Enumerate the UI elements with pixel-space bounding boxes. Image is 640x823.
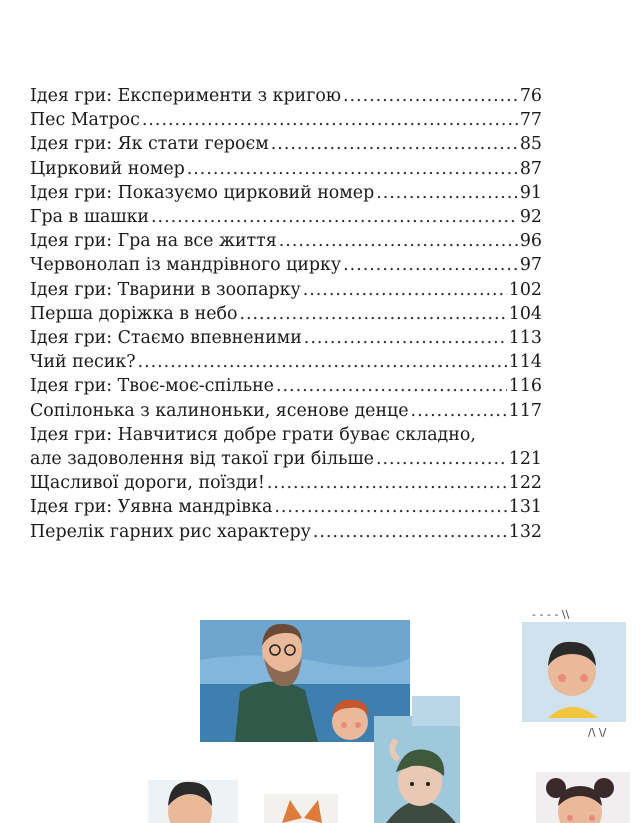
toc-title: Ідея гри: Експерименти з кригою xyxy=(30,86,341,106)
toc-entry xyxy=(30,278,542,302)
toc-entry xyxy=(30,423,542,471)
toc-title: але задоволення від такої гри більше xyxy=(30,449,374,470)
svg-text:- - - - \\: - - - - \\ xyxy=(532,608,570,621)
toc-page-number: 132 xyxy=(508,521,542,542)
toc-page-number: 116 xyxy=(508,376,542,397)
toc-page-number: 131 xyxy=(508,497,542,518)
toc-entry xyxy=(30,350,542,374)
leader-dots xyxy=(304,326,507,350)
leader-dots xyxy=(267,471,507,495)
illustration-svg xyxy=(0,600,640,823)
toc-title: Сопілонька з калиноньки, ясенове денце xyxy=(30,400,409,421)
leader-dots xyxy=(187,157,518,181)
toc-entry xyxy=(30,253,542,277)
toc-entry xyxy=(30,84,542,108)
toc-title: Чий песик? xyxy=(30,352,136,373)
toc-entry xyxy=(30,471,542,495)
leader-dots xyxy=(343,84,518,108)
toc-page-number: 122 xyxy=(508,473,542,494)
svg-text:/\ \/: /\ \/ xyxy=(588,726,607,739)
illustration-area xyxy=(0,600,640,823)
illustration-girl-pigtails xyxy=(536,772,630,823)
toc-page-number: 85 xyxy=(519,134,542,155)
toc-page-number: 92 xyxy=(519,207,542,228)
toc-entry xyxy=(30,520,542,544)
illustration-fox xyxy=(264,794,338,823)
toc-entry xyxy=(30,302,542,326)
toc-title: Гра в шашки xyxy=(30,207,150,228)
toc-title: Ідея гри: Твоє-моє-спільне xyxy=(30,376,274,397)
leader-dots xyxy=(151,205,518,229)
toc-page-number: 91 xyxy=(519,182,542,203)
toc-title: Перелік гарних рис характеру xyxy=(30,521,311,542)
leader-dots xyxy=(411,399,507,423)
toc-page-number: 87 xyxy=(519,158,542,179)
toc-entry xyxy=(30,157,542,181)
toc-page-number: 76 xyxy=(519,86,542,106)
toc-entry xyxy=(30,374,542,398)
leader-dots xyxy=(142,108,518,132)
toc-title-line1: Ідея гри: Навчитися добре грати буває складно, xyxy=(30,424,476,445)
leader-dots xyxy=(376,181,518,205)
toc-title: Ідея гри: Як стати героєм xyxy=(30,134,269,155)
leader-dots xyxy=(271,132,518,156)
table-of-contents xyxy=(30,84,542,544)
toc-title: Ідея гри: Гра на все життя xyxy=(30,231,277,252)
toc-title: Червонолап із мандрівного цирку xyxy=(30,255,342,276)
leader-dots xyxy=(239,302,506,326)
toc-page-number: 77 xyxy=(519,110,542,131)
toc-title: Ідея гри: Показуємо цирковий номер xyxy=(30,182,375,203)
illustration-girl-card xyxy=(522,608,626,739)
toc-page-number: 117 xyxy=(508,400,542,421)
leader-dots xyxy=(376,447,507,471)
toc-entry xyxy=(30,108,542,132)
leader-dots xyxy=(313,520,507,544)
toc-title: Ідея гри: Стаємо впевненими xyxy=(30,328,302,349)
leader-dots xyxy=(276,374,507,398)
leader-dots xyxy=(343,253,518,277)
toc-page-number: 102 xyxy=(508,279,542,300)
toc-title: Ідея гри: Уявна мандрівка xyxy=(30,497,273,518)
toc-page-number: 114 xyxy=(508,352,542,373)
toc-entry xyxy=(30,229,542,253)
leader-dots xyxy=(279,229,518,253)
toc-page-number: 113 xyxy=(508,328,542,349)
toc-entry xyxy=(30,326,542,350)
toc-title: Пес Матрос xyxy=(30,110,140,131)
toc-title: Щасливої дороги, поїзди! xyxy=(30,473,265,494)
toc-title: Ідея гри: Тварини в зоопарку xyxy=(30,279,301,300)
toc-page-number: 97 xyxy=(519,255,542,276)
toc-entry xyxy=(30,495,542,519)
toc-entry xyxy=(30,181,542,205)
toc-entry xyxy=(30,132,542,156)
leader-dots xyxy=(274,495,506,519)
toc-entry xyxy=(30,399,542,423)
toc-page-number: 96 xyxy=(519,231,542,252)
illustration-boy-bottom-left xyxy=(148,780,238,823)
leader-dots xyxy=(138,350,507,374)
toc-page-number: 104 xyxy=(508,303,542,324)
toc-page-number: 121 xyxy=(508,449,542,470)
toc-title: Перша доріжка в небо xyxy=(30,303,238,324)
toc-title: Цирковий номер xyxy=(30,158,185,179)
leader-dots xyxy=(303,278,507,302)
toc-entry xyxy=(30,205,542,229)
